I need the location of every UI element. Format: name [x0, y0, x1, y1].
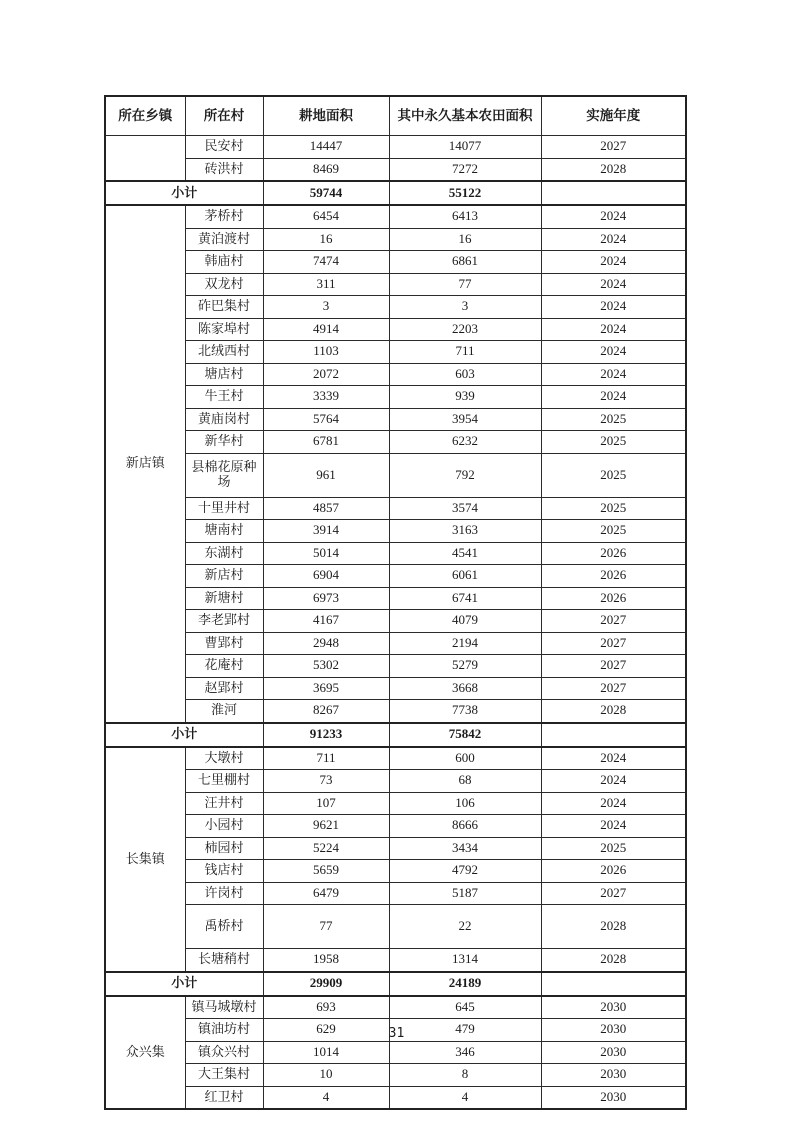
village-cell: 新塘村 — [185, 587, 263, 610]
village-cell: 大墩村 — [185, 747, 263, 770]
farmland-area-cell: 4 — [389, 1086, 541, 1109]
year-cell: 2028 — [541, 949, 686, 972]
farmland-area-cell: 6861 — [389, 251, 541, 274]
township-cell: 长集镇 — [105, 747, 185, 972]
year-cell: 2027 — [541, 677, 686, 700]
year-cell: 2024 — [541, 341, 686, 364]
year-cell: 2025 — [541, 497, 686, 520]
cultivated-area-cell: 8469 — [263, 158, 389, 181]
subtotal-year-cell — [541, 972, 686, 996]
cultivated-area-cell: 6479 — [263, 882, 389, 905]
year-cell: 2024 — [541, 251, 686, 274]
township-cell: 众兴集 — [105, 996, 185, 1110]
farmland-area-cell: 600 — [389, 747, 541, 770]
farmland-area-cell: 106 — [389, 792, 541, 815]
village-row — [105, 815, 686, 838]
cultivated-area-cell: 1014 — [263, 1041, 389, 1064]
header-village: 所在村 — [185, 96, 263, 136]
farmland-area-cell: 4792 — [389, 860, 541, 883]
village-row — [105, 158, 686, 181]
cultivated-area-cell: 3339 — [263, 386, 389, 409]
village-cell: 十里井村 — [185, 497, 263, 520]
year-cell: 2025 — [541, 520, 686, 543]
year-cell: 2026 — [541, 565, 686, 588]
village-cell: 花庵村 — [185, 655, 263, 678]
farmland-area-cell: 77 — [389, 273, 541, 296]
village-cell: 韩庙村 — [185, 251, 263, 274]
village-cell: 曹郢村 — [185, 632, 263, 655]
year-cell: 2024 — [541, 815, 686, 838]
village-row — [105, 341, 686, 364]
village-cell: 牛王村 — [185, 386, 263, 409]
cultivated-area-cell: 6904 — [263, 565, 389, 588]
header-cultivated-area: 耕地面积 — [263, 96, 389, 136]
cultivated-area-cell: 3695 — [263, 677, 389, 700]
year-cell: 2025 — [541, 453, 686, 497]
farmland-area-cell: 3434 — [389, 837, 541, 860]
farmland-area-cell: 5187 — [389, 882, 541, 905]
village-cell: 黄泊渡村 — [185, 228, 263, 251]
year-cell: 2025 — [541, 408, 686, 431]
village-row — [105, 747, 686, 770]
year-cell: 2024 — [541, 386, 686, 409]
village-row — [105, 1086, 686, 1109]
farmland-area-cell: 6413 — [389, 205, 541, 228]
village-cell: 双龙村 — [185, 273, 263, 296]
header-row — [105, 96, 686, 136]
village-row — [105, 363, 686, 386]
subtotal-farmland-area-cell: 24189 — [389, 972, 541, 996]
village-cell: 县棉花原种场 — [185, 453, 263, 497]
village-cell: 红卫村 — [185, 1086, 263, 1109]
year-cell: 2024 — [541, 318, 686, 341]
village-row — [105, 497, 686, 520]
village-cell: 淮河 — [185, 700, 263, 723]
subtotal-farmland-area-cell: 55122 — [389, 181, 541, 205]
cultivated-area-cell: 8267 — [263, 700, 389, 723]
village-cell: 小园村 — [185, 815, 263, 838]
year-cell: 2028 — [541, 700, 686, 723]
cultivated-area-cell: 2948 — [263, 632, 389, 655]
cultivated-area-cell: 6454 — [263, 205, 389, 228]
village-cell: 民安村 — [185, 136, 263, 159]
village-row — [105, 587, 686, 610]
farmland-area-cell: 68 — [389, 770, 541, 793]
village-row — [105, 700, 686, 723]
farmland-area-cell: 3163 — [389, 520, 541, 543]
farmland-area-cell: 3954 — [389, 408, 541, 431]
village-cell: 砖洪村 — [185, 158, 263, 181]
cultivated-area-cell: 1958 — [263, 949, 389, 972]
cultivated-area-cell: 4 — [263, 1086, 389, 1109]
year-cell: 2030 — [541, 1041, 686, 1064]
cultivated-area-cell: 311 — [263, 273, 389, 296]
cultivated-area-cell: 9621 — [263, 815, 389, 838]
cultivated-area-cell: 73 — [263, 770, 389, 793]
subtotal-row — [105, 181, 686, 205]
village-row — [105, 565, 686, 588]
farmland-area-cell: 3574 — [389, 497, 541, 520]
subtotal-label-cell: 小计 — [105, 972, 263, 996]
farmland-area-cell: 711 — [389, 341, 541, 364]
farmland-area-cell: 2203 — [389, 318, 541, 341]
village-row — [105, 296, 686, 319]
village-cell: 塘店村 — [185, 363, 263, 386]
year-cell: 2024 — [541, 792, 686, 815]
village-row — [105, 949, 686, 972]
page-number: 31 — [388, 1026, 405, 1041]
village-row — [105, 205, 686, 228]
year-cell: 2026 — [541, 542, 686, 565]
village-row — [105, 905, 686, 949]
farmland-area-cell: 3 — [389, 296, 541, 319]
cultivated-area-cell: 5659 — [263, 860, 389, 883]
year-cell: 2030 — [541, 1019, 686, 1042]
farmland-area-cell: 3668 — [389, 677, 541, 700]
year-cell: 2027 — [541, 655, 686, 678]
village-cell: 大王集村 — [185, 1064, 263, 1087]
farmland-area-cell: 645 — [389, 996, 541, 1019]
village-cell: 李老郢村 — [185, 610, 263, 633]
year-cell: 2027 — [541, 632, 686, 655]
village-cell: 禹桥村 — [185, 905, 263, 949]
village-row — [105, 542, 686, 565]
year-cell: 2025 — [541, 837, 686, 860]
village-row — [105, 251, 686, 274]
farmland-area-cell: 4541 — [389, 542, 541, 565]
village-row — [105, 1041, 686, 1064]
village-row — [105, 792, 686, 815]
year-cell: 2024 — [541, 205, 686, 228]
year-cell: 2024 — [541, 363, 686, 386]
village-row — [105, 996, 686, 1019]
farmland-area-cell: 14077 — [389, 136, 541, 159]
year-cell: 2024 — [541, 747, 686, 770]
year-cell: 2024 — [541, 228, 686, 251]
subtotal-row — [105, 723, 686, 747]
subtotal-cultivated-area-cell: 29909 — [263, 972, 389, 996]
subtotal-cultivated-area-cell: 59744 — [263, 181, 389, 205]
year-cell: 2027 — [541, 882, 686, 905]
village-row — [105, 520, 686, 543]
cultivated-area-cell: 6781 — [263, 431, 389, 454]
subtotal-label-cell: 小计 — [105, 181, 263, 205]
cultivated-area-cell: 107 — [263, 792, 389, 815]
village-row — [105, 610, 686, 633]
cultivated-area-cell: 16 — [263, 228, 389, 251]
village-row — [105, 882, 686, 905]
subtotal-year-cell — [541, 723, 686, 747]
farmland-area-cell: 7738 — [389, 700, 541, 723]
village-cell: 长塘稍村 — [185, 949, 263, 972]
village-row — [105, 318, 686, 341]
village-cell: 北绒西村 — [185, 341, 263, 364]
cultivated-area-cell: 5302 — [263, 655, 389, 678]
cultivated-area-cell: 5764 — [263, 408, 389, 431]
village-row — [105, 386, 686, 409]
cultivated-area-cell: 77 — [263, 905, 389, 949]
village-cell: 塘南村 — [185, 520, 263, 543]
farmland-area-cell: 8666 — [389, 815, 541, 838]
year-cell: 2030 — [541, 1064, 686, 1087]
village-row — [105, 860, 686, 883]
cultivated-area-cell: 693 — [263, 996, 389, 1019]
farmland-table — [104, 95, 687, 1110]
village-cell: 镇马城墩村 — [185, 996, 263, 1019]
year-cell: 2028 — [541, 158, 686, 181]
village-row — [105, 408, 686, 431]
farmland-area-cell: 1314 — [389, 949, 541, 972]
village-cell: 赵郢村 — [185, 677, 263, 700]
cultivated-area-cell: 5014 — [263, 542, 389, 565]
village-cell: 镇众兴村 — [185, 1041, 263, 1064]
year-cell: 2024 — [541, 273, 686, 296]
cultivated-area-cell: 5224 — [263, 837, 389, 860]
village-cell: 黄庙岗村 — [185, 408, 263, 431]
header-permanent-farmland-area: 其中永久基本农田面积 — [389, 96, 541, 136]
year-cell: 2028 — [541, 905, 686, 949]
year-cell: 2027 — [541, 610, 686, 633]
farmland-area-cell: 4079 — [389, 610, 541, 633]
village-row — [105, 677, 686, 700]
cultivated-area-cell: 629 — [263, 1019, 389, 1042]
cultivated-area-cell: 4857 — [263, 497, 389, 520]
cultivated-area-cell: 4914 — [263, 318, 389, 341]
cultivated-area-cell: 3914 — [263, 520, 389, 543]
subtotal-farmland-area-cell: 75842 — [389, 723, 541, 747]
village-row — [105, 453, 686, 497]
cultivated-area-cell: 711 — [263, 747, 389, 770]
year-cell: 2024 — [541, 296, 686, 319]
village-cell: 许岗村 — [185, 882, 263, 905]
cultivated-area-cell: 14447 — [263, 136, 389, 159]
cultivated-area-cell: 4167 — [263, 610, 389, 633]
year-cell: 2030 — [541, 996, 686, 1019]
village-row — [105, 431, 686, 454]
township-cell — [105, 136, 185, 182]
cultivated-area-cell: 7474 — [263, 251, 389, 274]
farmland-area-cell: 346 — [389, 1041, 541, 1064]
farmland-area-cell: 6232 — [389, 431, 541, 454]
year-cell: 2026 — [541, 587, 686, 610]
farmland-area-cell: 2194 — [389, 632, 541, 655]
subtotal-cultivated-area-cell: 91233 — [263, 723, 389, 747]
village-cell: 钱店村 — [185, 860, 263, 883]
farmland-area-cell: 479 — [389, 1019, 541, 1042]
cultivated-area-cell: 10 — [263, 1064, 389, 1087]
farmland-area-cell: 792 — [389, 453, 541, 497]
cultivated-area-cell: 2072 — [263, 363, 389, 386]
year-cell: 2025 — [541, 431, 686, 454]
village-row — [105, 136, 686, 159]
village-cell: 新华村 — [185, 431, 263, 454]
village-cell: 新店村 — [185, 565, 263, 588]
village-cell: 柿园村 — [185, 837, 263, 860]
village-row — [105, 273, 686, 296]
farmland-area-cell: 939 — [389, 386, 541, 409]
farmland-area-cell: 8 — [389, 1064, 541, 1087]
farmland-area-cell: 6741 — [389, 587, 541, 610]
cultivated-area-cell: 1103 — [263, 341, 389, 364]
village-cell: 茅桥村 — [185, 205, 263, 228]
year-cell: 2024 — [541, 770, 686, 793]
village-cell: 东湖村 — [185, 542, 263, 565]
farmland-area-cell: 5279 — [389, 655, 541, 678]
village-row — [105, 655, 686, 678]
village-row — [105, 837, 686, 860]
subtotal-label-cell: 小计 — [105, 723, 263, 747]
farmland-area-cell: 7272 — [389, 158, 541, 181]
cultivated-area-cell: 3 — [263, 296, 389, 319]
village-row — [105, 1064, 686, 1087]
cultivated-area-cell: 6973 — [263, 587, 389, 610]
farmland-area-cell: 603 — [389, 363, 541, 386]
village-cell: 砟巴集村 — [185, 296, 263, 319]
year-cell: 2027 — [541, 136, 686, 159]
village-row — [105, 770, 686, 793]
farmland-area-cell: 16 — [389, 228, 541, 251]
year-cell: 2030 — [541, 1086, 686, 1109]
village-row — [105, 632, 686, 655]
township-cell: 新店镇 — [105, 205, 185, 723]
subtotal-year-cell — [541, 181, 686, 205]
village-cell: 七里棚村 — [185, 770, 263, 793]
village-cell: 汪井村 — [185, 792, 263, 815]
village-cell: 镇油坊村 — [185, 1019, 263, 1042]
year-cell: 2026 — [541, 860, 686, 883]
farmland-area-cell: 22 — [389, 905, 541, 949]
village-row — [105, 228, 686, 251]
farmland-area-cell: 6061 — [389, 565, 541, 588]
header-township: 所在乡镇 — [105, 96, 185, 136]
village-cell: 陈家埠村 — [185, 318, 263, 341]
header-implementation-year: 实施年度 — [541, 96, 686, 136]
cultivated-area-cell: 961 — [263, 453, 389, 497]
subtotal-row — [105, 972, 686, 996]
